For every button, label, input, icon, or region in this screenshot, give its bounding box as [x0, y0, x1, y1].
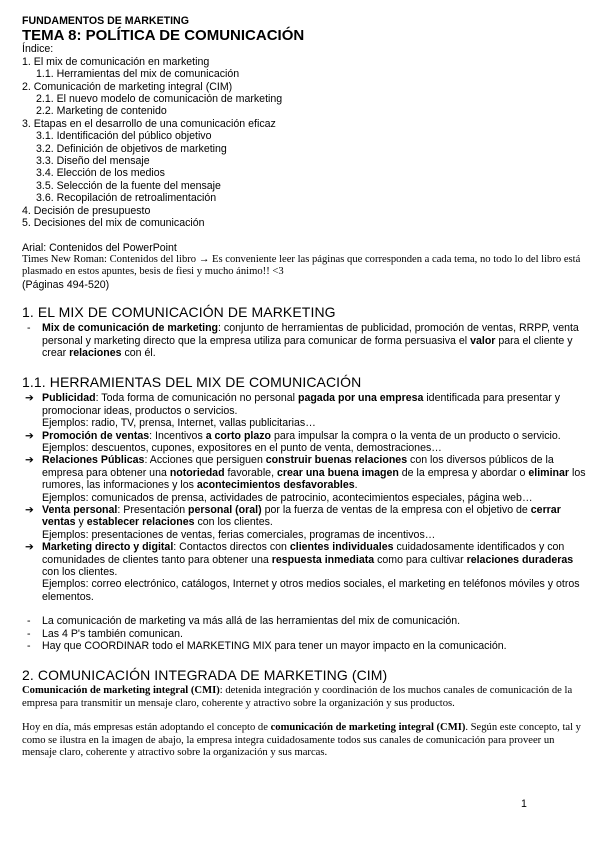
list-item — [22, 454, 588, 504]
tool-publicidad: Publicidad: Toda forma de comunicación no personal pagada por una empresa identificada para presentar y promocionar ideas, productos o servicios. Ejemplos: radio, TV, prensa, Internet, vallas publicitarias… — [42, 392, 588, 429]
toc-item: 3.1. Identificación del público objetivo — [36, 130, 212, 143]
toc-item: 3.6. Recopilación de retroalimentación — [36, 192, 217, 205]
list-item — [22, 504, 588, 541]
list-item — [22, 430, 588, 455]
list-item: - Hay que COORDINAR todo el MARKETING MIX para tener un mayor impacto en la comunicación. — [22, 640, 588, 652]
page-range-note: (Páginas 494-520) — [22, 278, 110, 291]
document-page — [22, 15, 588, 760]
arrow-bullet-icon: ➔ — [25, 392, 34, 405]
font-note-times: Times New Roman: Contenidos del libro → Es conveniente leer las páginas que corresponden a cada tema, no todo lo del libro está plasmado en estos apuntes, besis de fiesi y mucho ánimo!! <3 — [22, 253, 581, 278]
dash-bullet: - — [27, 322, 31, 335]
mix-definition: Mix de comunicación de marketing: conjunto de herramientas de publicidad, promoción de ventas, RRPP, venta personal y marketing directo que la empresa utiliza para comunicar de forma persuasiva el valor para el cliente y crear relaciones con él. — [42, 322, 579, 359]
tool-examples: Ejemplos: presentaciones de ventas, ferias comerciales, programas de incentivos… — [42, 528, 436, 541]
dash-bullet: - — [27, 627, 31, 640]
toc-item: 3.5. Selección de la fuente del mensaje — [36, 179, 221, 192]
section-2-heading: 2. COMUNICACIÓN INTEGRADA DE MARKETING (CIM) — [22, 667, 388, 684]
toc-item: 3.2. Definición de objetivos de marketing — [36, 142, 227, 155]
arrow-bullet-icon: ➔ — [25, 504, 34, 516]
dash-bullet: - — [27, 640, 31, 653]
table-of-contents — [22, 43, 588, 229]
font-note-arial: Arial: Contenidos del PowerPoint — [22, 241, 177, 254]
tool-examples: Ejemplos: radio, TV, prensa, Internet, vallas publicitarias… — [42, 417, 316, 430]
section-1-heading: 1. EL MIX DE COMUNICACIÓN DE MARKETING — [22, 304, 336, 321]
document-title: TEMA 8: POLÍTICA DE COMUNICACIÓN — [22, 27, 305, 45]
tool-rrpp: Relaciones Públicas: Acciones que persiguen construir buenas relaciones con los diversos públicos de la empresa para obtener una notoriedad favorable, crear una buena imagen de la empresa y abordar o eliminar los rumores, las informaciones y los acontecimientos desfavorables. Ejemplos: comunicados de prensa, actividades de patrocinio, acontecimientos especiales, página web… — [42, 454, 588, 504]
toc-item: 2. Comunicación de marketing integral (CIM) — [22, 80, 233, 93]
page-number: 1 — [521, 798, 527, 810]
tool-examples: Ejemplos: comunicados de prensa, actividades de patrocinio, acontecimientos especiales, página web… — [42, 491, 533, 504]
toc-item: 2.2. Marketing de contenido — [36, 105, 167, 118]
tool-examples: Ejemplos: descuentos, cupones, expositores en el punto de venta, demostraciones… — [42, 441, 442, 454]
list-item: - Las 4 P's también comunican. — [22, 628, 588, 640]
tool-examples: Ejemplos: correo electrónico, catálogos, Internet y otros medios sociales, el marketing en teléfonos móviles y otros elementos. — [42, 578, 580, 603]
course-subject: FUNDAMENTOS DE MARKETING — [22, 15, 189, 27]
notes-list — [22, 615, 588, 652]
toc-item: 3. Etapas en el desarrollo de una comunicación eficaz — [22, 117, 276, 130]
arrow-bullet-icon: ➔ — [25, 454, 34, 467]
tool-venta-personal: Venta personal: Presentación personal (oral) por la fuerza de ventas de la empresa con el objetivo de cerrar ventas y establecer relaciones con los clientes. Ejemplos: presentaciones de ventas, ferias comerciales, programas de incentivos… — [42, 504, 588, 541]
list-item — [22, 322, 588, 359]
toc-label: Índice: — [22, 43, 54, 56]
list-item — [22, 392, 588, 429]
list-item: - La comunicación de marketing va más allá de las herramientas del mix de comunicación. — [22, 615, 588, 627]
toc-item: 5. Decisiones del mix de comunicación — [22, 217, 205, 230]
dash-bullet: - — [27, 615, 31, 628]
arrow-bullet-icon: ➔ — [25, 541, 34, 554]
arrow-bullet-icon: ➔ — [25, 429, 34, 442]
toc-item: 3.4. Elección de los medios — [36, 167, 165, 180]
section-1-1-heading: 1.1. HERRAMIENTAS DEL MIX DE COMUNICACIÓN — [22, 374, 362, 391]
tool-promocion: Promoción de ventas: Incentivos a corto plazo para impulsar la compra o la venta de un producto o servicio. Ejemplos: descuentos, cupones, expositores en el punto de venta, demostraciones… — [42, 430, 588, 455]
list-item — [22, 541, 588, 603]
toc-item: 2.1. El nuevo modelo de comunicación de marketing — [36, 93, 283, 106]
cmi-paragraph: Hoy en día, más empresas están adoptando el concepto de comunicación de marketing integral (CMI). Según este concepto, tal y como se ilustra en la imagen de abajo, la empresa integra cuidadosamente todos sus canales de comunicación para proveer un mensaje claro, coherente y atractivo sobre la organización y sus marcas. — [22, 722, 581, 759]
toc-item: 3.3. Diseño del mensaje — [36, 155, 150, 168]
cmi-definition: Comunicación de marketing integral (CMI): detenida integración y coordinación de los muchos canales de comunicación de la empresa para transmitir un mensaje claro, coherente y atractivo sobre la organización y sus productos. — [22, 685, 573, 709]
toc-item: 1.1. Herramientas del mix de comunicación — [36, 68, 240, 81]
tool-marketing-directo: Marketing directo y digital: Contactos directos con clientes individuales cuidadosamente identificados y con comunidades de clientes tanto para obtener una respuesta inmediata como para cultivar relaciones duraderas con los clientes. Ejemplos: correo electrónico, catálogos, Internet y otros medios sociales, el marketing en teléfonos móviles y otros elementos. — [42, 541, 588, 603]
toc-item: 4. Decisión de presupuesto — [22, 204, 151, 217]
toc-item: 1. El mix de comunicación en marketing — [22, 55, 210, 68]
